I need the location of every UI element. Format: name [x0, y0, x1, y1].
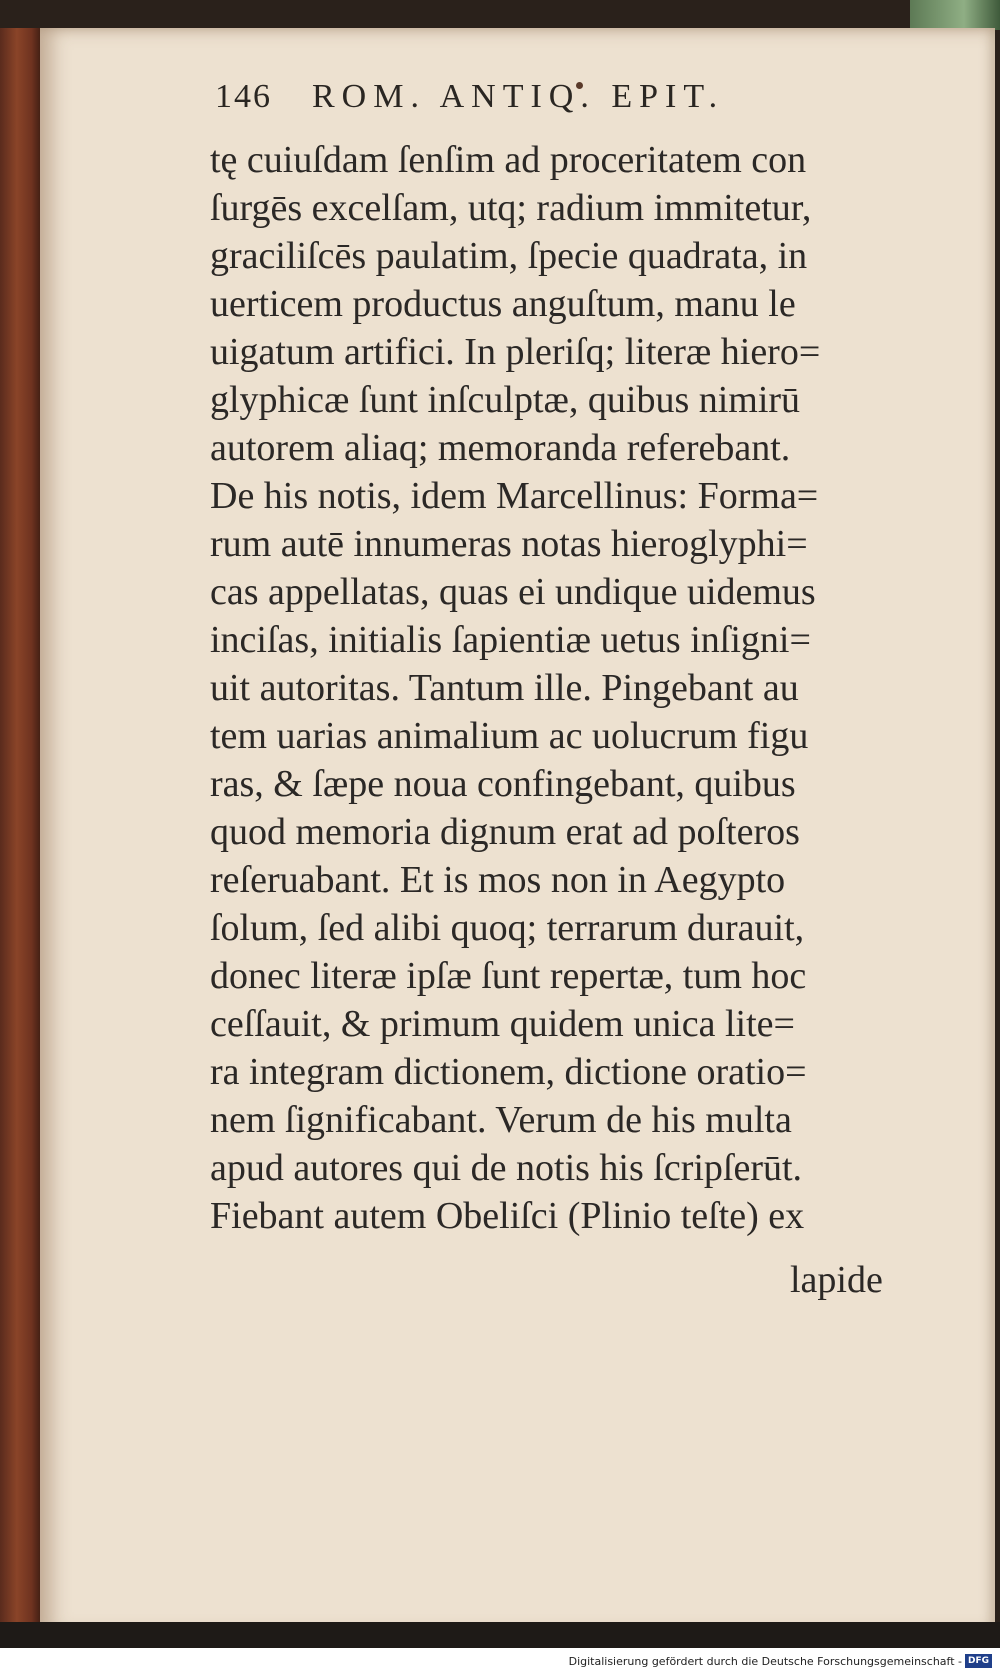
text-line: quod memoria dignum erat ad poſteros	[210, 811, 800, 853]
text-line: uerticem productus anguſtum, manu le	[210, 283, 796, 325]
running-title: ROM. ANTIQ. EPIT.	[312, 78, 725, 115]
text-line: cas appellatas, quas ei undique uidemus	[210, 571, 816, 613]
text-line: uit autoritas. Tantum ille. Pingebant au	[210, 667, 799, 709]
credit-text: Digitalisierung gefördert durch die Deutsche Forschungsgemeinschaft -	[568, 1654, 962, 1668]
text-line: ſolum, ſed alibi quoq; terrarum durauit,	[210, 907, 805, 949]
text-line: tem uarias animalium ac uolucrum figu	[210, 715, 809, 757]
dfg-logo: DFG	[965, 1654, 992, 1668]
text-line: glyphicæ ſunt inſculptæ, quibus nimirū	[210, 379, 801, 421]
scan-bottom-edge	[0, 1622, 1000, 1648]
page-number: 146	[215, 78, 272, 115]
digitization-credit	[569, 1654, 992, 1668]
text-line: nem ſignificabant. Verum de his multa	[210, 1099, 792, 1141]
text-line: ra integram dictionem, dictione oratio=	[210, 1051, 807, 1093]
text-line: uigatum artifici. In pleriſq; literæ hiero=	[210, 331, 821, 373]
text-line: autorem aliaq; memoranda referebant.	[210, 427, 791, 469]
text-line: ſurgēs excelſam, utq; radium immitetur,	[210, 187, 812, 229]
text-line: rum autē innumeras notas hieroglyphi=	[210, 523, 808, 565]
body-text	[210, 136, 945, 1240]
text-line: De his notis, idem Marcellinus: Forma=	[210, 475, 819, 517]
book-cover-edge	[0, 28, 42, 1636]
text-line: ceſſauit, & primum quidem unica lite=	[210, 1003, 795, 1045]
text-line: apud autores qui de notis his ſcripſerūt.	[210, 1147, 803, 1189]
running-header	[215, 78, 895, 116]
text-line: inciſas, initialis ſapientiæ uetus inſigni=	[210, 619, 811, 661]
catchword: lapide	[790, 1259, 883, 1301]
text-line: donec literæ ipſæ ſunt repertæ, tum hoc	[210, 955, 807, 997]
text-line: reſeruabant. Et is mos non in Aegypto	[210, 859, 786, 901]
text-line: tę cuiuſdam ſenſim ad proceritatem con	[210, 139, 807, 181]
text-line: graciliſcēs paulatim, ſpecie quadrata, in	[210, 235, 808, 277]
text-line: Fiebant autem Obeliſci (Plinio teſte) ex	[210, 1195, 805, 1237]
text-line: ras, & ſæpe noua confingebant, quibus	[210, 763, 796, 805]
ribbon-corner	[910, 0, 1000, 30]
